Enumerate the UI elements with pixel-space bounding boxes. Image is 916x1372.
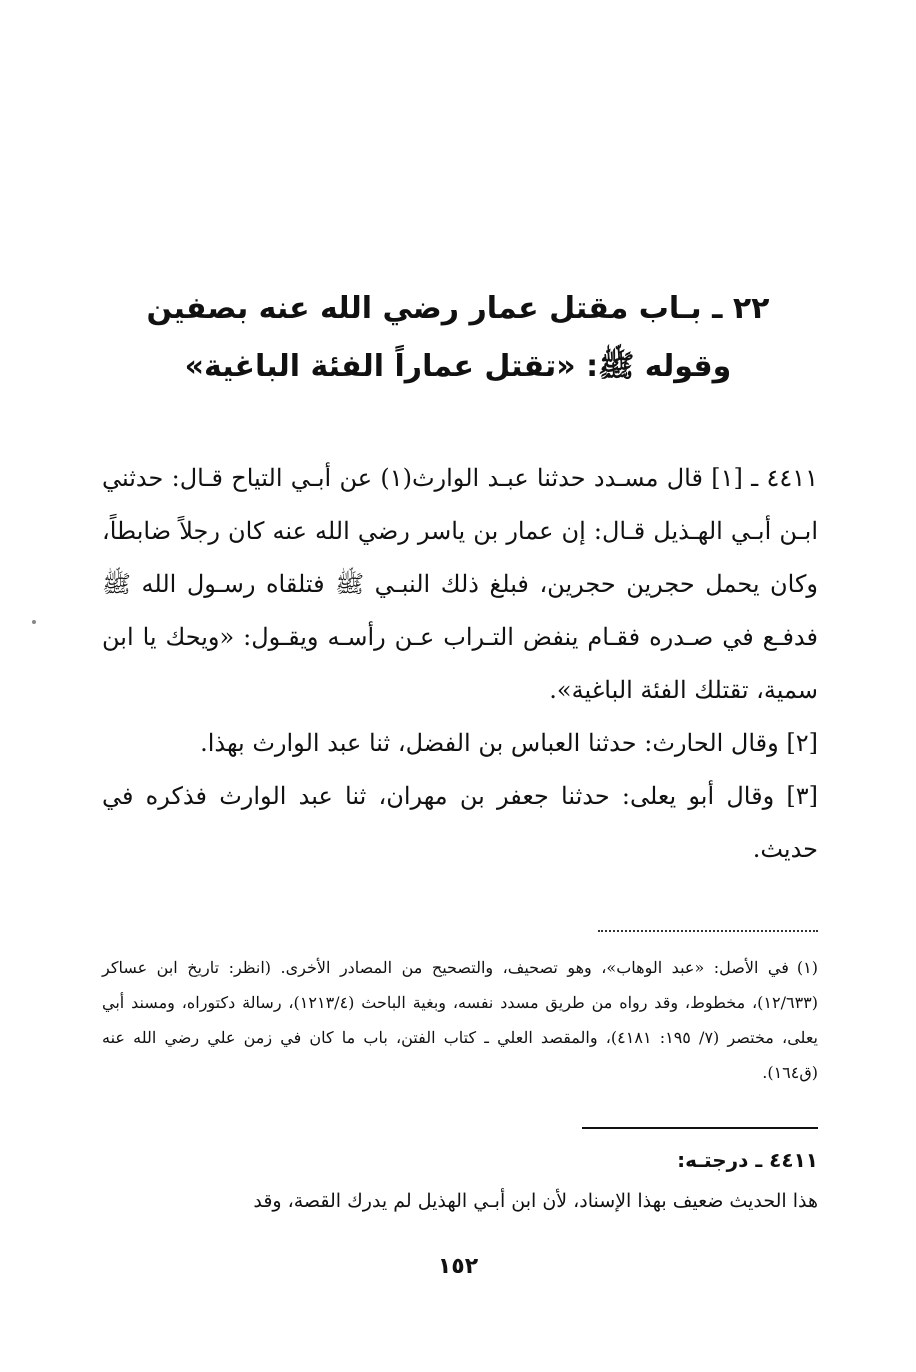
grade-heading: ٤٤١١ ـ درجتـه: bbox=[677, 1148, 818, 1172]
chapter-title: ٢٢ ـ بـاب مقتل عمار رضي الله عنه بصفين bbox=[146, 291, 770, 326]
footnote-text: في الأصل: «عبد الوهاب»، وهو تصحيف، والتصحيح من المصادر الأخرى. (انظر: تاريخ ابن عساكر (١٢/٦٣٣)، مخطوط، وقد رواه من طريق مسدد نفسه، وبغية الباحث (١٢١٣/٤)، رسالة دكتوراه، ومسند أبي يعلى، مختصر (٧/ ١٩٥: ٤١٨١)، والمقصد العلي ـ كتاب الفتن، باب ما كان في زمن علي رضي الله عنه (ق١٦٤). bbox=[102, 958, 819, 1082]
chapter-subtitle: وقوله ﷺ: «تقتل عماراً الفئة الباغية» bbox=[184, 349, 732, 384]
grade-text: هذا الحديث ضعيف بهذا الإسناد، لأن ابن أبـي الهذيل لم يدرك القصة، وقد bbox=[253, 1190, 818, 1212]
hadith-paragraph-2: [٢] وقال الحارث: حدثنا العباس بن الفضل، ثنا عبد الوارث بهذا. bbox=[200, 729, 818, 757]
chapter-heading bbox=[0, 280, 916, 396]
hadith-paragraph-3: [٣] وقال أبو يعلى: حدثنا جعفر بن مهران، ثنا عبد الوارث فذكره في حديث. bbox=[102, 782, 818, 863]
footnote-separator bbox=[598, 920, 818, 932]
page-number: ١٥٢ bbox=[437, 1254, 479, 1279]
section-rule bbox=[582, 1127, 818, 1129]
footnote-number: (١) bbox=[796, 958, 818, 977]
hadith-body bbox=[102, 452, 818, 876]
scan-mark bbox=[32, 620, 36, 624]
hadith-paragraph-1: ٤٤١١ ـ [١] قال مسـدد حدثنا عبـد الوارث(١) عن أبـي التياح قـال: حدثني ابـن أبـي الهـذيل قـال: إن عمار بن ياسر رضي الله عنه كان رجلاً ضابطاً، وكان يحمل حجرين حجرين، فبلغ ذلك النبـي ﷺ فتلقاه رسـول الله ﷺ فدفـع في صـدره فقـام ينفض التـراب عـن رأسـه ويقـول: «ويحك يا ابن سمية، تقتلك الفئة الباغية». bbox=[102, 464, 819, 704]
footnote bbox=[102, 950, 818, 1090]
